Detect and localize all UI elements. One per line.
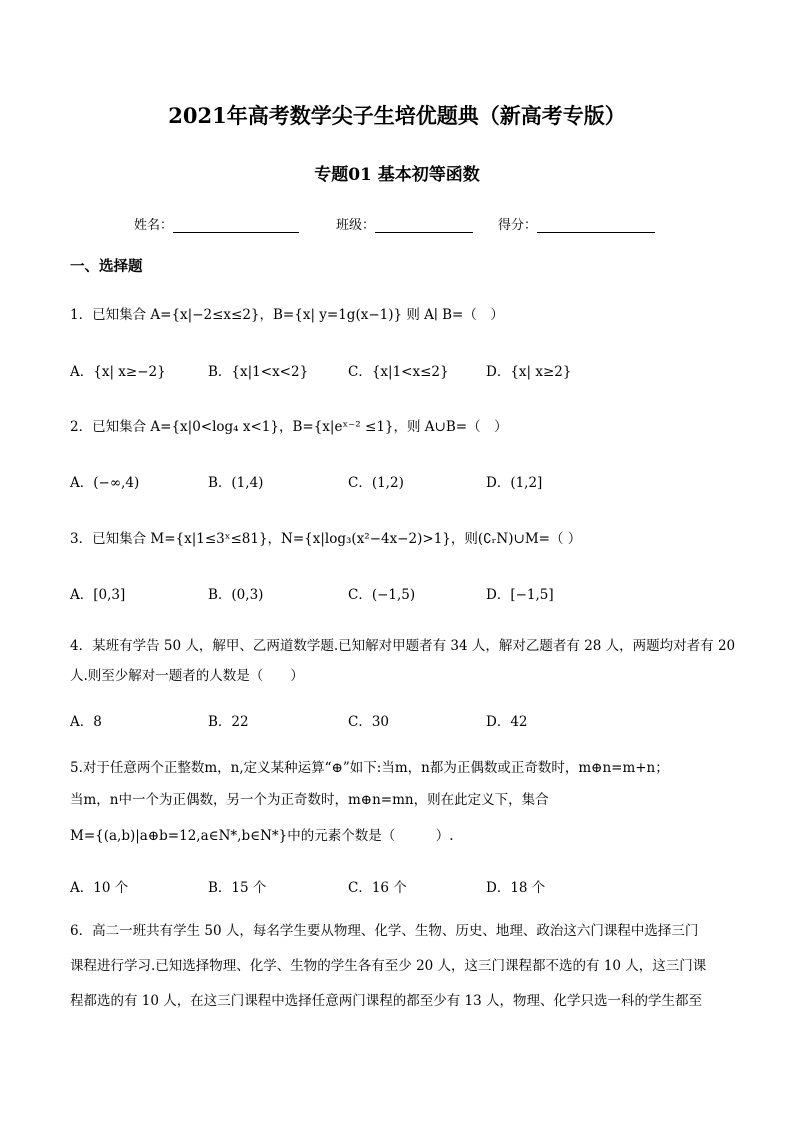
page-subtitle: 专题01 基本初等函数 [314,165,480,185]
q2-option-d: D．(1,2] [486,475,543,491]
q4-option-a: A．8 [70,714,102,730]
question-4-stem-line-2: 人.则至少解对一题者的人数是（ ） [70,668,304,684]
score-blank [537,218,655,233]
class-blank [375,218,473,233]
q2-option-a: A．(−∞,4) [70,475,140,491]
question-5-stem-line-3: M={(a,b)|a⊕b=12,a∈N*,b∈N*}中的元素个数是（ ）. [70,828,454,844]
section-title: 一、选择题 [70,258,143,275]
q4-option-c: C．30 [348,714,390,730]
score-label: 得分： [498,218,538,233]
question-6-stem-line-2: 课程进行学习.已知选择物理、化学、生物的学生各有至少 20 人，这三门课程都不选的有 10 人，这三门课 [70,958,707,974]
q3-option-b: B．(0,3) [208,587,264,603]
name-field [134,214,299,233]
question-5-stem-line-1: 5.对于任意两个正整数m，n,定义某种运算“⊕”如下:当m，n都为正偶数或正奇数时，m⊕n=m+n； [70,760,669,776]
q5-option-b: B．15 个 [208,880,267,896]
q1-option-d: D．{x| x≥2} [486,364,572,380]
q3-option-c: C．(−1,5) [348,587,416,603]
q1-option-a: A．{x| x≥−2} [70,364,166,380]
q2-option-b: B．(1,4) [208,475,264,491]
name-label: 姓名： [134,218,174,233]
q1-option-b: B．{x|1<x<2} [208,364,309,380]
class-label: 班级： [336,218,376,233]
question-3-stem: 3．已知集合 M={x|1≤3ˣ≤81}，N={x|log₃(x²−4x−2)>1}，则(∁ᵣN)∪M=（ ） [70,531,582,547]
class-field [336,214,473,233]
q3-option-a: A．[0,3] [70,587,126,603]
name-blank [173,218,299,233]
question-6-stem-line-1: 6．高二一班共有学生 50 人，每名学生要从物理、化学、生物、历史、地理、政治这六门课程中选择三门 [70,923,699,939]
q4-option-d: D．42 [486,714,528,730]
question-1-stem: 1．已知集合 A={x|−2≤x≤2}，B={x| y=1g(x−1)} 则 A∣ B=（ ） [70,307,504,323]
q5-option-d: D．18 个 [486,880,546,896]
q1-option-c: C．{x|1<x≤2} [348,364,449,380]
q5-option-a: A．10 个 [70,880,129,896]
question-6-stem-line-3: 程都选的有 10 人，在这三门课程中选择任意两门课程的都至少有 13 人，物理、化学只选一科的学生都至 [70,993,703,1009]
question-2-stem: 2．已知集合 A={x|0<log₄ x<1}，B={x|eˣ⁻² ≤1}，则 A∪B=（ ） [70,419,508,435]
q5-option-c: C．16 个 [348,880,407,896]
q2-option-c: C．(1,2) [348,475,404,491]
page-title: 2021年高考数学尖子生培优题典（新高考专版） [168,103,626,128]
q3-option-d: D．[−1,5] [486,587,554,603]
q4-option-b: B．22 [208,714,249,730]
score-field [498,214,655,233]
question-5-stem-line-2: 当m，n中一个为正偶数，另一个为正奇数时，m⊕n=mn，则在此定义下，集合 [70,792,549,808]
question-4-stem-line-1: 4．某班有学告 50 人，解甲、乙两道数学题.已知解对甲题者有 34 人，解对乙题者有 28 人，两题均对者有 20 [70,638,736,654]
